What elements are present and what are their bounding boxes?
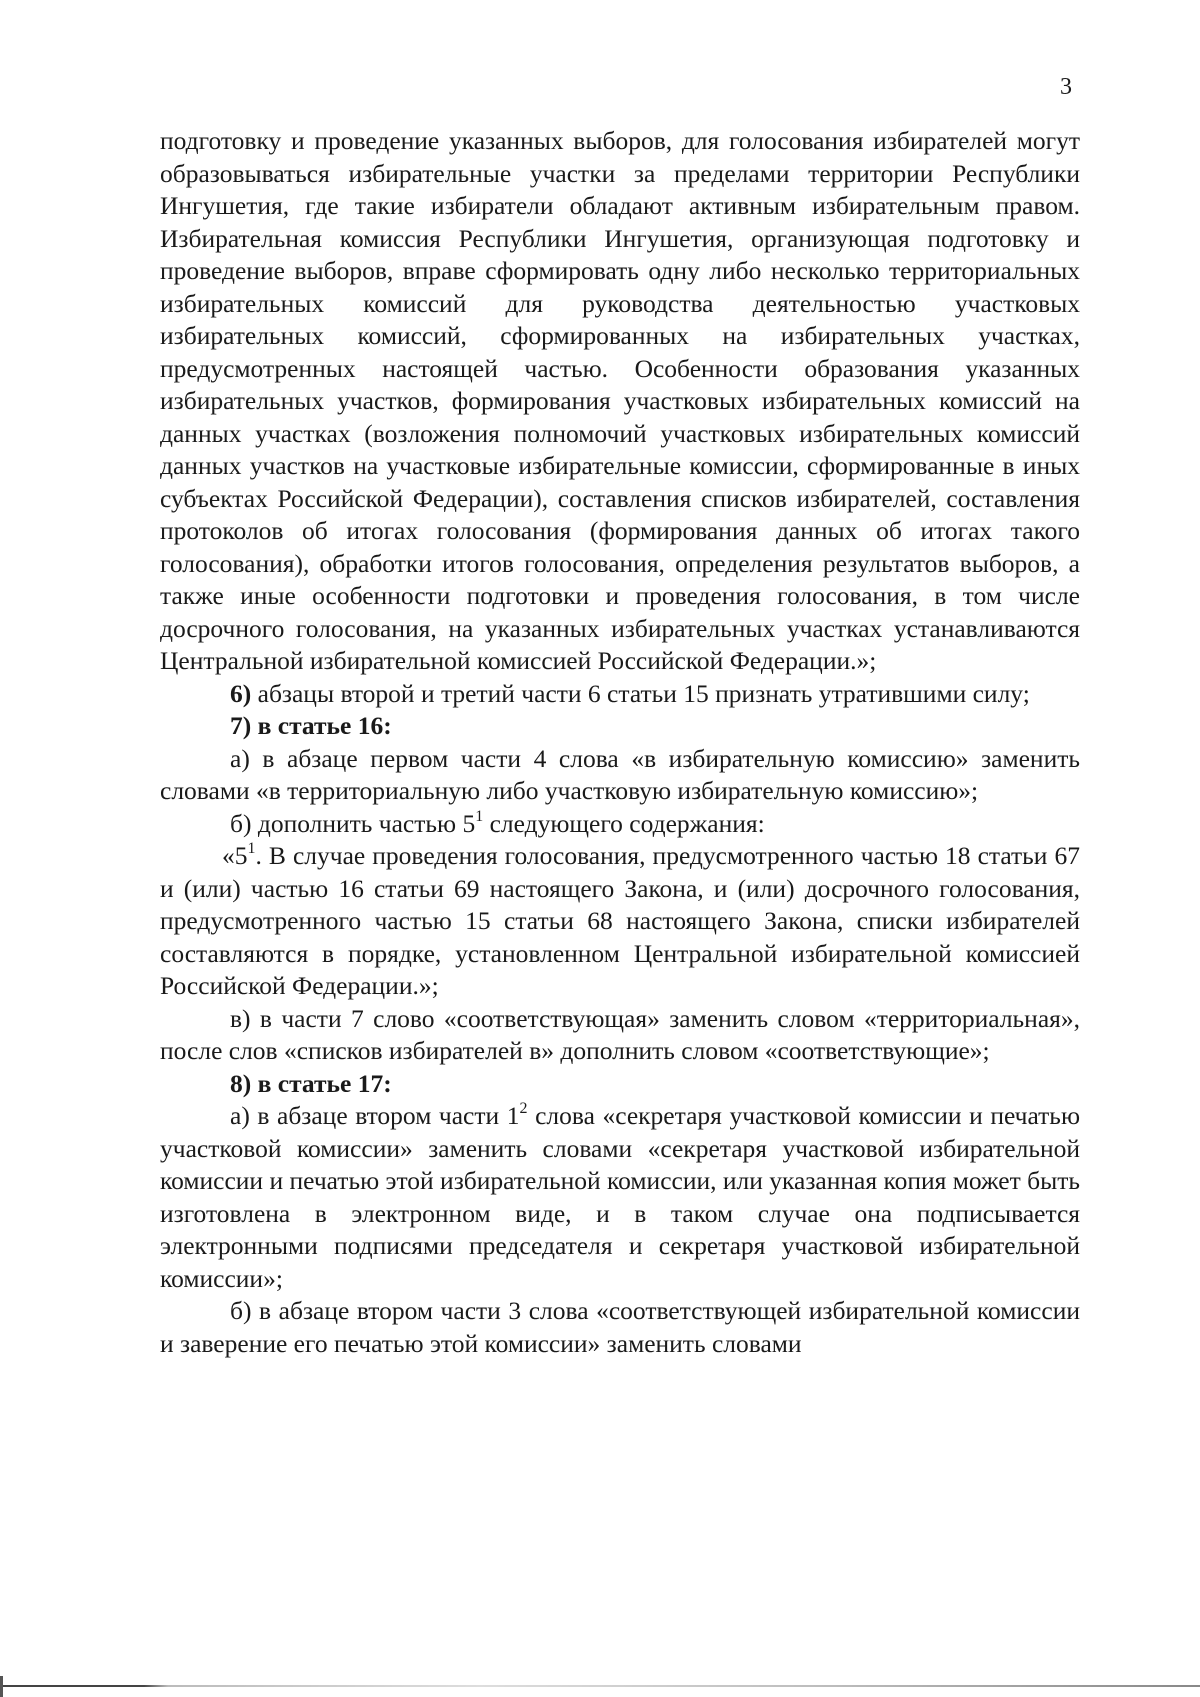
paragraph-item-6 — [160, 678, 1080, 711]
scan-edge-mark — [0, 1676, 3, 1697]
scan-edge-line — [0, 1685, 1200, 1687]
paragraph-continuation: подготовку и проведение указанных выборов, для голосования избирателей могут образовываться избирательные участки за пределами территории Республики Ингушетия, где такие избиратели обладают активным избирательным правом. Избирательная комиссия Республики Ингушетия, организующая подготовку и проведение выборов, вправе сформировать одну либо несколько территориальных избирательных комиссий для руководства деятельностью участковых избирательных комиссий, сформированных на избирательных участках, предусмотренных настоящей частью. Особенности образования указанных избирательных участков, формирования участковых избирательных комиссий на данных участках (возложения полномочий участковых избирательных комиссий данных участков на участковые избирательные комиссии, сформированные в иных субъектах Российской Федерации), составления списков избирателей, составления протоколов об итогах голосования (формирования данных об итогах такого голосования), обработки итогов голосования, определения результатов выборов, а также иные особенности подготовки и проведения голосования, в том числе досрочного голосования, на указанных избирательных участках устанавливаются Центральной избирательной комиссией Российской Федерации.»; — [160, 126, 1080, 675]
paragraph-item-a-17 — [160, 1100, 1080, 1295]
section-heading-article-17: 8) в статье 17: — [230, 1068, 392, 1098]
section-heading-article-16: 7) в статье 16: — [230, 711, 392, 740]
item-text: следующего содержания: — [483, 808, 765, 838]
item-text: а) в абзаце втором части 1 — [230, 1101, 520, 1130]
page-number: 3 — [1060, 74, 1072, 100]
quote-open: «5 — [222, 841, 248, 870]
superscript: 2 — [519, 1100, 528, 1117]
superscript: 1 — [247, 840, 256, 857]
paragraph-item-b — [160, 808, 1080, 841]
paragraph-item-v: в) в части 7 слово «соответствующая» заменить словом «территориальная», после слов «списков избирателей в» дополнить словом «соответствующие»; — [160, 1003, 1080, 1065]
document-body — [160, 125, 1080, 1360]
paragraph-item-a: а) в абзаце первом части 4 слова «в избирательную комиссию» заменить словами «в территориальную либо участковую избирательную комиссию»; — [160, 743, 1080, 805]
item-text: слова «секретаря участковой комиссии и печатью участковой комиссии» заменить словами «секретаря участковой избирательной комиссии и печатью этой избирательной комиссии, или указанная копия может быть изготовлена в электронном виде, и в таком случае она подписывается электронными подписями председателя и секретаря участковой избирательной комиссии»; — [160, 1101, 1080, 1293]
item-text: б) дополнить частью 5 — [230, 808, 476, 838]
quote-text: . В случае проведения голосования, предусмотренного частью 18 статьи 67 и (или) частью 16 статьи 69 настоящего Закона, и (или) досрочного голосования, предусмотренного частью 15 статьи 68 настоящего Закона, списки избирателей составляются в порядке, установленном Центральной избирательной комиссией Российской Федерации.»; — [160, 841, 1080, 1000]
item-number: 6) — [230, 678, 252, 708]
paragraph-quoted-part — [160, 840, 1080, 1003]
paragraph-item-b-17: б) в абзаце втором части 3 слова «соответствующей избирательной комиссии и заверение его печатью этой комиссии» заменить словами — [160, 1296, 1080, 1358]
item-text: абзацы второй и третий части 6 статьи 15 признать утратившими силу; — [251, 678, 1030, 708]
superscript: 1 — [475, 807, 484, 825]
